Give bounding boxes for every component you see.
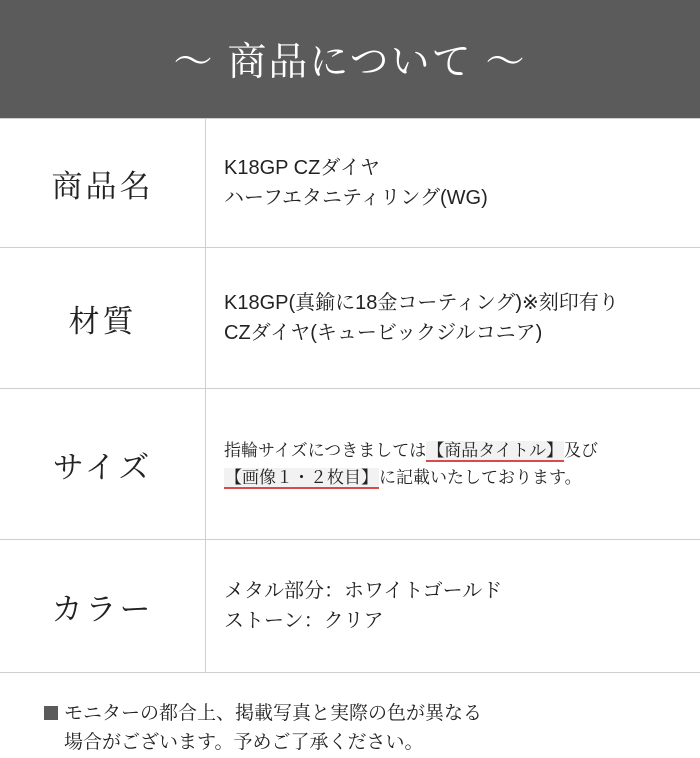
table-row — [0, 248, 700, 389]
bullet-square-icon — [44, 706, 58, 720]
table-row — [0, 540, 700, 673]
value-line — [224, 464, 686, 491]
page-title: 〜 商品について 〜 — [174, 31, 527, 87]
footer-note-text-1: モニターの都合上、掲載写真と実際の色が異なる — [64, 703, 482, 724]
size-text-suffix: に記載いたしております。 — [379, 468, 582, 487]
panel-header — [0, 0, 700, 118]
value-line: ストーン：クリア — [224, 606, 686, 636]
table-row — [0, 389, 700, 540]
product-spec-table — [0, 118, 700, 673]
value-line: ハーフエタニティリング(WG) — [224, 183, 686, 213]
footer-note-line-2: 場合がございます。予めご了承ください。 — [44, 728, 666, 757]
footer-note — [0, 673, 700, 758]
table-row — [0, 119, 700, 248]
size-highlight-title: 【商品タイトル】 — [426, 441, 564, 462]
value-line: K18GP CZダイヤ — [224, 153, 686, 183]
row-value-material — [206, 248, 700, 389]
row-value-color — [206, 540, 700, 673]
row-label-product-name: 商品名 — [0, 119, 206, 248]
row-value-size — [206, 389, 700, 540]
footer-note-line-1 — [44, 699, 666, 728]
row-label-color: カラー — [0, 540, 206, 673]
row-label-material: 材質 — [0, 248, 206, 389]
row-label-size: サイズ — [0, 389, 206, 540]
value-line — [224, 437, 686, 464]
size-highlight-images: 【画像１・２枚目】 — [224, 468, 379, 489]
row-value-product-name — [206, 119, 700, 248]
value-line: CZダイヤ(キュービックジルコニア) — [224, 318, 686, 348]
size-text-middle: 及び — [564, 441, 598, 460]
value-line: K18GP(真鍮に18金コーティング)※刻印有り — [224, 288, 686, 318]
value-line: メタル部分：ホワイトゴールド — [224, 576, 686, 606]
size-text-prefix: 指輪サイズにつきましては — [224, 441, 426, 460]
